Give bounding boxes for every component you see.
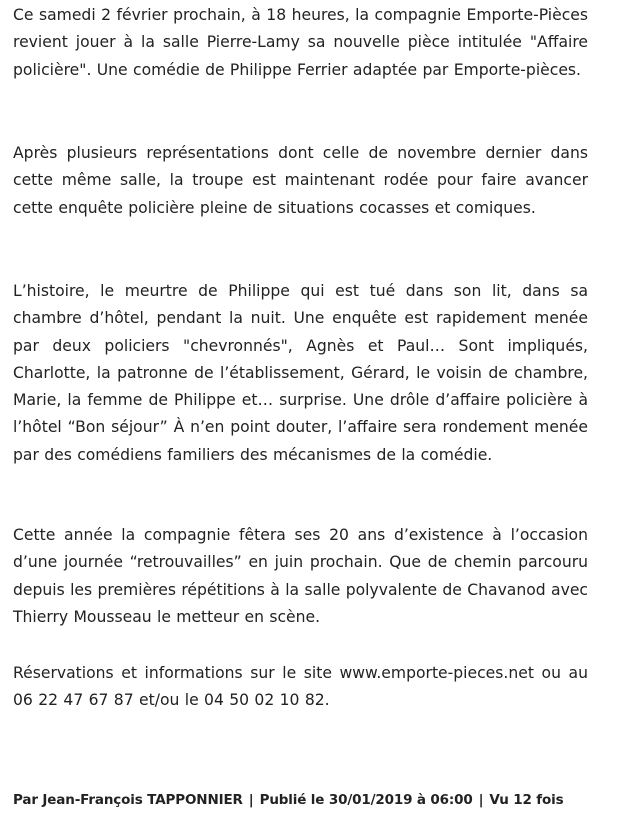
byline-author: Par Jean-François TAPPONNIER [13,792,243,808]
byline-published-date: Publié le 30/01/2019 à 06:00 [259,792,473,808]
byline-separator: | [478,792,484,808]
article-byline [13,792,564,808]
article-paragraph-5: Réservations et informations sur le site www.emporte-pieces.net ou au 06 22 47 67 87 et/ou le 04 50 02 10 82. [13,664,588,710]
byline-separator: | [248,792,254,808]
article-paragraph-3: L’histoire, le meurtre de Philippe qui est tué dans son lit, dans sa chambre d’hôtel, pendant la nuit. Une enquête est rapidement menée par deux policiers "chevronnés", Agnès et Paul… Sont impliqués, Charlotte, la patronne de l’établissement, Gérard, le voisin de chambre, Marie, la femme de Philippe et… surprise. Une drôle d’affaire policière à l’hôtel “Bon séjour” À n’en point douter, l’affaire sera rondement menée par des comédiens familiers des mécanismes de la comédie. [13,282,588,464]
byline-view-count: Vu 12 fois [489,792,564,808]
article-paragraph-1: Ce samedi 2 février prochain, à 18 heures, la compagnie Emporte-Pièces revient jouer à la salle Pierre-Lamy sa nouvelle pièce intitulée "Affaire policière". Une comédie de Philippe Ferrier adaptée par Emporte-pièces. [13,6,588,79]
article-paragraph-4: Cette année la compagnie fêtera ses 20 ans d’existence à l’occasion d’une journée “retrouvailles” en juin prochain. Que de chemin parcouru depuis les premières répétitions à la salle polyvalente de Chavanod avec Thierry Mousseau le metteur en scène. [13,526,588,626]
article-paragraph-2: Après plusieurs représentations dont celle de novembre dernier dans cette même salle, la troupe est maintenant rodée pour faire avancer cette enquête policière pleine de situations cocasses et comiques. [13,144,588,217]
